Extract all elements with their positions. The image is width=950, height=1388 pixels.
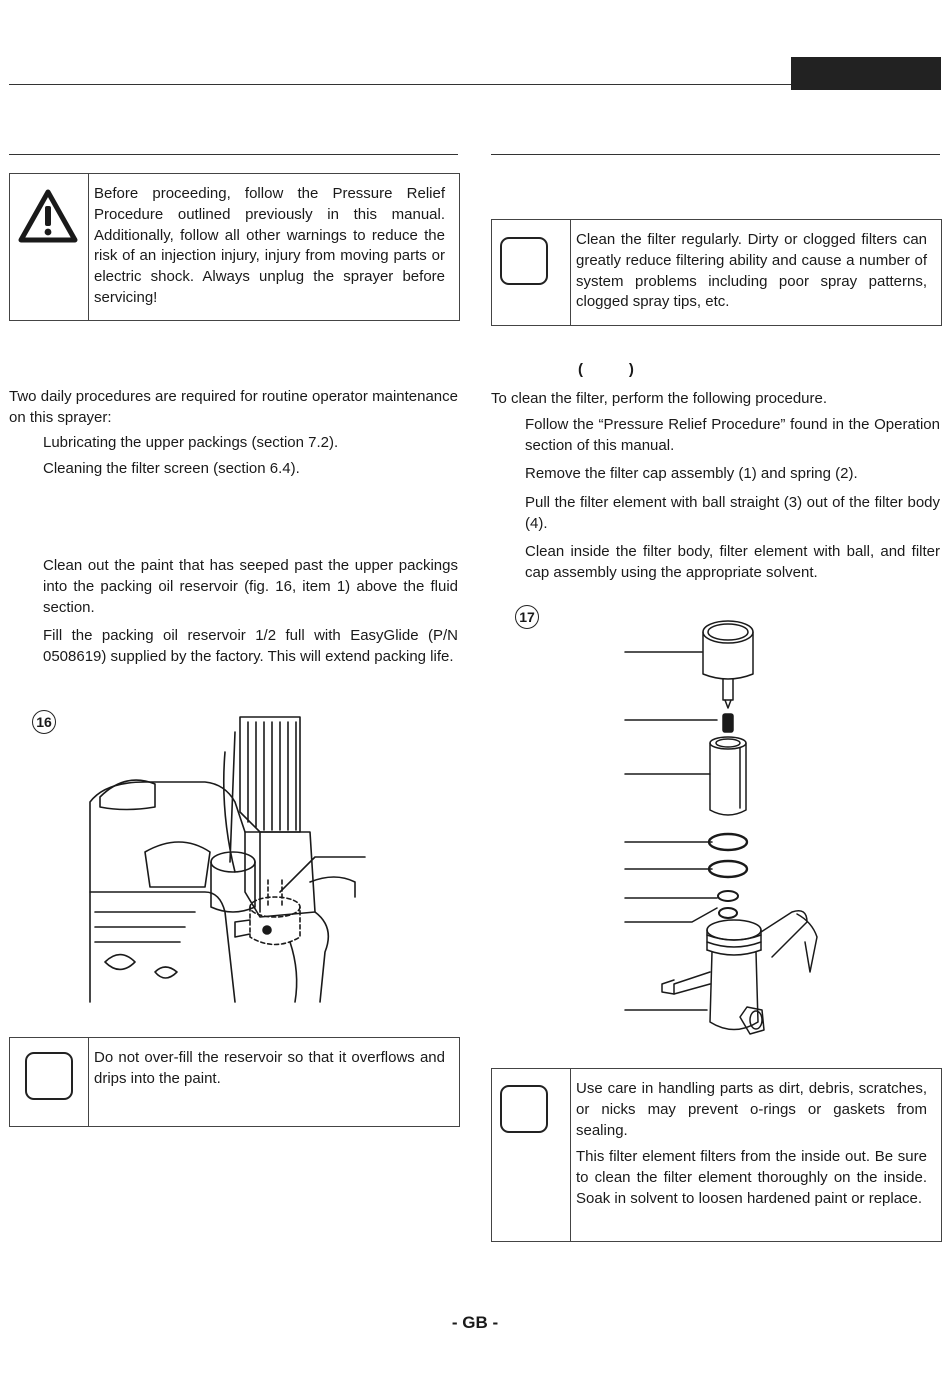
note-handling-box [491,1068,942,1242]
warning-box [9,173,460,321]
maintenance-item-1: Lubricating the upper packings (section 7.2). [43,434,339,451]
note-overfill-text: Do not over-fill the reservoir so that it overflows and drips into the paint. [94,1049,445,1087]
page-label: - GB - [451,1313,499,1332]
note-handling-paragraph-1: Use care in handling parts as dirt, debris, scratches, or nicks may prevent o-rings or gaskets from sealing. [576,1080,927,1139]
note-clean-filter-box [491,219,942,326]
note-icon [500,237,548,285]
figure-16-number: 16 [32,710,56,734]
figure-17-exploded-filter [622,612,842,1042]
maintenance-intro: Two daily procedures are required for routine operator maintenance on this sprayer: [9,388,458,426]
header-rule [9,84,791,85]
note-handling-paragraph-2: This filter element filters from the inside out. Be sure to clean the filter element thoroughly on the inside. Soak in solvent to loosen hardened paint or replace. [576,1148,927,1207]
warning-text: Before proceeding, follow the Pressure Relief Procedure outlined previously in this manual. Additionally, follow all other warnings to reduce the risk of an injection injury, injury from moving parts or electric shock. Always unplug the sprayer before servicing! [94,185,445,306]
note-overfill-box [9,1037,460,1127]
maintenance-item-2: Cleaning the filter screen (section 6.4). [43,460,300,477]
warning-triangle-icon [18,189,78,243]
packing-step-1: Clean out the paint that has seeped past the upper packings into the packing oil reservoir (fig. 16, item 1) above the fluid section. [43,557,458,616]
note-icon [500,1085,548,1133]
left-section-rule [9,154,458,155]
header-tab-block [791,57,941,90]
filter-intro: To clean the filter, perform the following procedure. [491,390,828,407]
filter-step-3: Pull the filter element with ball straight (3) out of the filter body (4). [525,494,940,532]
note-icon [25,1052,73,1100]
filter-heading-fragment: ( ) [578,361,634,378]
filter-step-2: Remove the filter cap assembly (1) and spring (2). [525,465,858,482]
figure-16-illustration [85,712,385,1012]
packing-step-2: Fill the packing oil reservoir 1/2 full with EasyGlide (P/N 0508619) supplied by the factory. This will extend packing life. [43,627,458,665]
note-clean-filter-text: Clean the filter regularly. Dirty or clogged filters can greatly reduce filtering ability and cause a number of system problems including poor spray patterns, clogged spray tips, etc. [576,231,927,311]
note-handling-text [576,1079,927,1216]
filter-step-4: Clean inside the filter body, filter element with ball, and filter cap assembly using the appropriate solvent. [525,543,940,581]
filter-step-1: Follow the “Pressure Relief Procedure” found in the Operation section of this manual. [525,416,940,454]
figure-17-number: 17 [515,605,539,629]
right-section-rule [491,154,940,155]
